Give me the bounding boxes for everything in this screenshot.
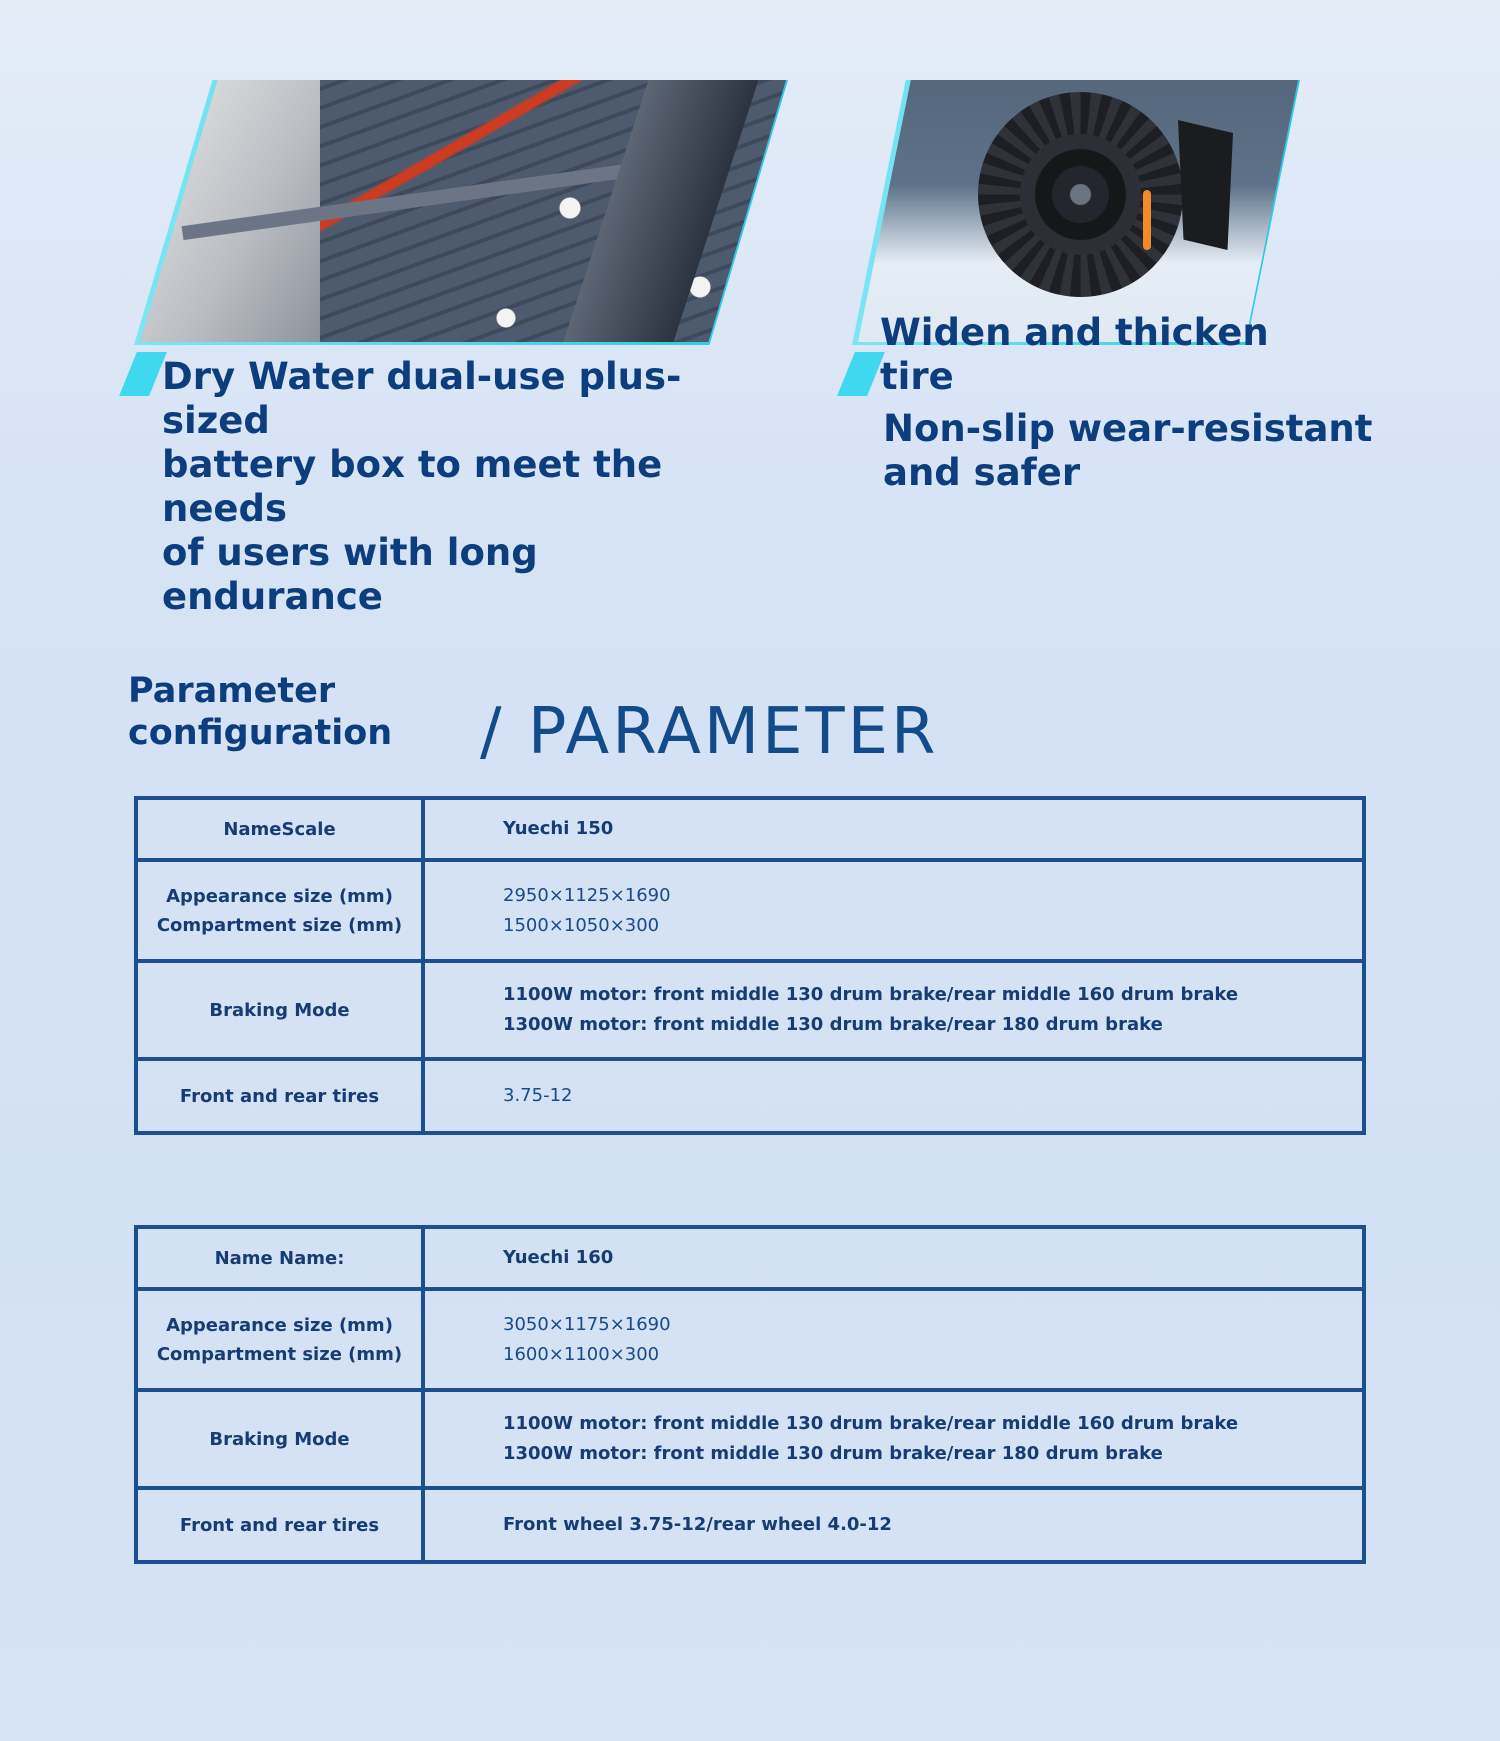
value-text: 1100W motor: front middle 130 drum brake/rear middle 160 drum brake <box>503 1413 1239 1434</box>
value-text: 1300W motor: front middle 130 drum brake/rear 180 drum brake <box>503 1443 1163 1464</box>
label-text: Compartment size (mm) <box>156 1343 403 1365</box>
label-text: Compartment size (mm) <box>156 914 403 936</box>
feature-right-subtitle-line: Non-slip wear-resistant <box>883 407 1373 450</box>
value-text: 1500×1050×300 <box>503 914 660 936</box>
row-label <box>136 1289 423 1390</box>
row-value <box>423 1390 1364 1488</box>
battery-box-photo <box>140 80 786 342</box>
row-label <box>136 1488 423 1562</box>
row-value <box>423 1059 1364 1133</box>
feature-right-subtitle-line: and safer <box>883 451 1081 494</box>
row-label <box>136 860 423 961</box>
tire-photo <box>858 80 1298 342</box>
feature-right-title-line: tire <box>880 355 954 398</box>
table-row <box>136 798 1364 860</box>
label-text: Front and rear tires <box>179 1514 380 1536</box>
value-text: 3050×1175×1690 <box>503 1313 671 1335</box>
row-label <box>136 798 423 860</box>
value-text: 1300W motor: front middle 130 drum brake/rear 180 drum brake <box>503 1014 1163 1035</box>
value-text: Front wheel 3.75-12/rear wheel 4.0-12 <box>503 1514 892 1535</box>
table-row <box>136 1059 1364 1133</box>
parameter-english-heading: / PARAMETER <box>480 695 939 769</box>
value-text: 3.75-12 <box>503 1085 573 1106</box>
value-text: Yuechi 150 <box>503 818 614 839</box>
parameter-title-line: configuration <box>128 713 393 753</box>
feature-right-title-line: Widen and thicken <box>880 311 1269 354</box>
feature-right-title <box>880 311 1400 399</box>
label-text: Braking Mode <box>209 999 350 1021</box>
row-label <box>136 1059 423 1133</box>
label-text: Appearance size (mm) <box>166 885 393 907</box>
value-text: 1100W motor: front middle 130 drum brake/rear middle 160 drum brake <box>503 984 1239 1005</box>
feature-left-line: of users with long endurance <box>162 531 538 618</box>
label-text: NameScale <box>223 818 336 840</box>
row-value <box>423 798 1364 860</box>
row-label <box>136 961 423 1059</box>
spec-table-yuechi-150 <box>134 796 1366 1135</box>
table-row <box>136 1488 1364 1562</box>
accent-bar-right <box>837 352 885 396</box>
table-row <box>136 1227 1364 1289</box>
feature-left-line: battery box to meet the needs <box>162 443 663 530</box>
value-text: Yuechi 160 <box>503 1247 614 1268</box>
row-label <box>136 1227 423 1289</box>
accent-bar-left <box>119 352 167 396</box>
table-row <box>136 961 1364 1059</box>
parameter-title <box>128 670 458 754</box>
row-value <box>423 860 1364 961</box>
row-value <box>423 961 1364 1059</box>
parameter-title-line: Parameter <box>128 671 336 711</box>
table-row <box>136 1390 1364 1488</box>
row-value <box>423 1227 1364 1289</box>
feature-right-subtitle <box>883 407 1403 495</box>
feature-left-text <box>162 355 762 619</box>
table-row <box>136 1289 1364 1390</box>
row-value <box>423 1289 1364 1390</box>
table-row <box>136 860 1364 961</box>
spec-table-yuechi-160 <box>134 1225 1366 1564</box>
row-value <box>423 1488 1364 1562</box>
label-text: Name Name: <box>214 1247 345 1269</box>
label-text: Appearance size (mm) <box>166 1314 393 1336</box>
label-text: Braking Mode <box>209 1428 350 1450</box>
value-text: 2950×1125×1690 <box>503 884 671 906</box>
value-text: 1600×1100×300 <box>503 1343 660 1365</box>
label-text: Front and rear tires <box>179 1085 380 1107</box>
feature-left-line: Dry Water dual-use plus-sized <box>162 355 682 442</box>
row-label <box>136 1390 423 1488</box>
